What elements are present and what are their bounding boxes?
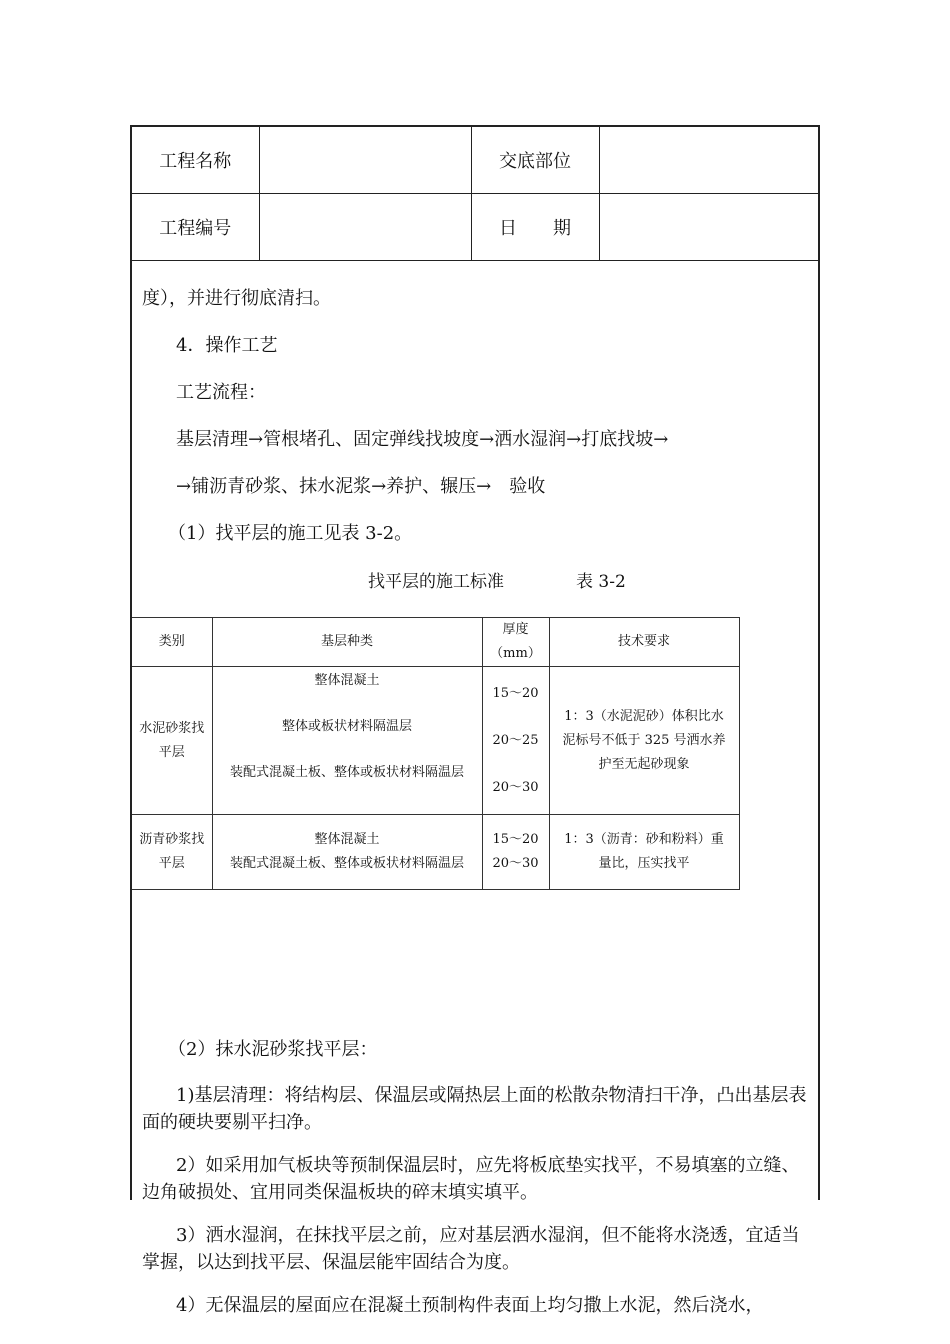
base-type-cell (212, 667, 482, 815)
thickness-item: 20～30 (492, 779, 539, 795)
project-name-label: 工程名称 (132, 127, 259, 194)
base-type-item: 装配式混凝土板、整体或板状材料隔温层 (229, 856, 464, 871)
col-header-requirement: 技术要求 (549, 618, 739, 667)
flow-line-1: 基层清理→管根堵孔、固定弹线找坡度→洒水湿润→打底找坡→ (176, 429, 669, 450)
table-row (132, 667, 739, 815)
base-type-item: 整体或板状材料隔温层 (281, 719, 412, 734)
base-type-item: 整体混凝土 (314, 673, 380, 688)
flow-line-2: →铺沥青砂浆、抹水泥浆→养护、辗压→ 验收 (176, 476, 546, 497)
table-number: 表 3-2 (576, 572, 626, 592)
date-label: 日 期 (471, 194, 599, 261)
base-type-item: 装配式混凝土板、整体或板状材料隔温层 (229, 765, 464, 780)
date-value[interactable] (599, 194, 818, 261)
handover-part-label: 交底部位 (471, 127, 599, 194)
project-name-value[interactable] (259, 127, 471, 194)
header-row-1 (132, 127, 818, 194)
document-frame (130, 125, 820, 1316)
thickness-cell (482, 815, 549, 890)
project-no-value[interactable] (259, 194, 471, 261)
header-table (132, 127, 818, 261)
requirement-cell: 1：3（沥青：砂和粉料）重量比，压实找平 (549, 815, 739, 890)
standards-table (132, 617, 740, 890)
col-header-thickness-unit: （mm） (490, 646, 541, 661)
col-header-thickness (482, 618, 549, 667)
requirement-cell: 1：3（水泥泥砂）体积比水泥标号不低于 325 号洒水养护至无起砂现象 (549, 667, 739, 815)
project-no-label: 工程编号 (132, 194, 259, 261)
col-header-base-type: 基层种类 (212, 618, 482, 667)
table-caption: 找平层的施工标准 (368, 572, 504, 592)
line-continuation: 度），并进行彻底清扫。 (142, 288, 331, 309)
col-header-category: 类别 (132, 618, 212, 667)
thickness-item: 15～20 (492, 685, 539, 701)
category-cell: 沥青砂浆找平层 (132, 815, 212, 890)
section-heading: 4．操作工艺 (176, 335, 278, 356)
table-header-row (132, 618, 739, 667)
base-type-cell (212, 815, 482, 890)
item-2: （2）抹水泥砂浆找平层： (168, 1039, 378, 1060)
item-1: （1）找平层的施工见表 3-2。 (168, 523, 413, 544)
paragraph-3: 3）洒水湿润，在抹找平层之前，应对基层洒水湿润，但不能将水浇透，宜适当掌握，以达到找平层、保温层能牢固结合为度。 (142, 1225, 800, 1273)
category-cell: 水泥砂浆找平层 (132, 667, 212, 815)
handover-part-value[interactable] (599, 127, 818, 194)
paragraph-2: 2）如采用加气板块等预制保温层时，应先将板底垫实找平，不易填塞的立缝、边角破损处、宜用同类保温板块的碎末填实填平。 (142, 1155, 800, 1203)
paragraph-4: 4）无保温层的屋面应在混凝土预制构件表面上均匀撒上水泥，然后浇水， (176, 1295, 764, 1316)
paragraph-1: 1)基层清理：将结构层、保温层或隔热层上面的松散杂物清扫干净，凸出基层表面的硬块要剔平扫净。 (142, 1085, 807, 1133)
col-header-thickness-label: 厚度 (502, 622, 529, 637)
flow-title: 工艺流程： (176, 382, 266, 403)
thickness-item: 15～20 (492, 832, 539, 847)
thickness-cell (482, 667, 549, 815)
thickness-item: 20～25 (492, 732, 539, 748)
header-row-2 (132, 194, 818, 261)
base-type-item: 整体混凝土 (314, 832, 380, 847)
thickness-item: 20～30 (492, 856, 539, 871)
table-row (132, 815, 739, 890)
